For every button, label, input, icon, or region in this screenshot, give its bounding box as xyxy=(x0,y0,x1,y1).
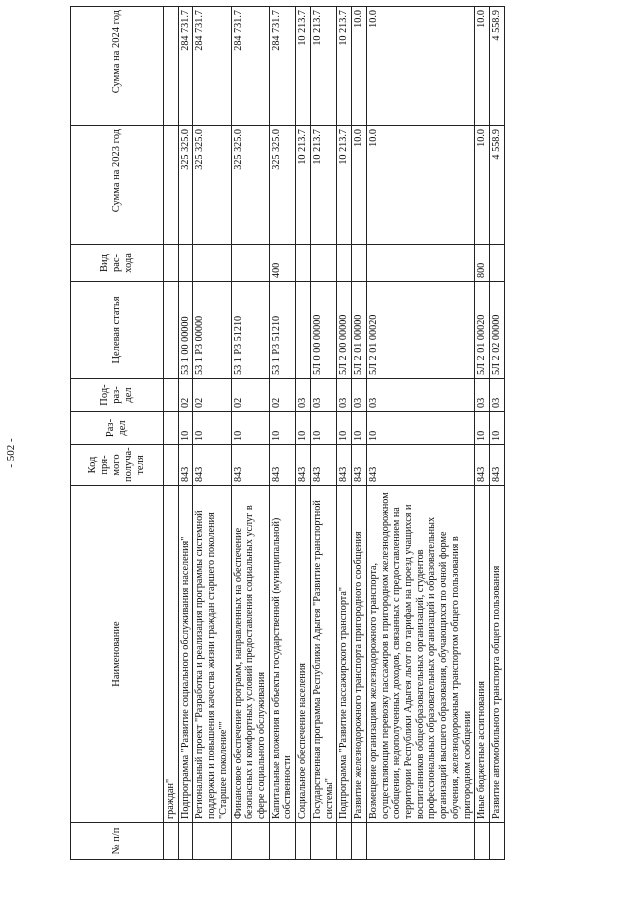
page-number-container xyxy=(0,0,22,905)
cell-expense-type xyxy=(178,245,193,282)
cell-code: 843 xyxy=(310,445,336,486)
cell-expense-type xyxy=(310,245,336,282)
cell-sum-2023: 4 558.9 xyxy=(489,126,504,245)
table-row xyxy=(489,7,504,860)
cell-sum-2024: 4 558.9 xyxy=(489,7,504,126)
header-name: Наименование xyxy=(71,486,164,823)
page-number: - 502 - xyxy=(5,438,17,468)
cell-subsection: 02 xyxy=(231,379,269,412)
cell-sum-2023 xyxy=(164,126,179,245)
cell-subsection: 03 xyxy=(366,379,474,412)
cell-expense-type xyxy=(193,245,231,282)
header-code: Код пря-мого получа-теля xyxy=(71,445,164,486)
cell-subsection: 03 xyxy=(296,379,311,412)
cell-sum-2023: 10 213.7 xyxy=(310,126,336,245)
cell-sum-2024: 284 731.7 xyxy=(178,7,193,126)
cell-sum-2024: 10 213.7 xyxy=(337,7,352,126)
cell-code: 843 xyxy=(193,445,231,486)
header-section: Раз-дел xyxy=(71,412,164,445)
cell-sum-2024: 10.0 xyxy=(366,7,474,126)
cell-subsection: 03 xyxy=(337,379,352,412)
cell-num xyxy=(310,823,336,860)
cell-article xyxy=(164,282,179,379)
rotated-document xyxy=(70,10,520,860)
cell-num xyxy=(296,823,311,860)
cell-code: 843 xyxy=(231,445,269,486)
cell-sum-2023: 325 325.0 xyxy=(269,126,295,245)
cell-section: 10 xyxy=(352,412,367,445)
cell-num xyxy=(178,823,193,860)
cell-article: 5Л 2 02 00000 xyxy=(489,282,504,379)
cell-code: 843 xyxy=(269,445,295,486)
cell-article: 53 1 00 00000 xyxy=(178,282,193,379)
cell-expense-type xyxy=(352,245,367,282)
cell-name: Иные бюджетные ассигнования xyxy=(475,486,490,823)
table-row xyxy=(231,7,269,860)
cell-num xyxy=(269,823,295,860)
cell-expense-type xyxy=(231,245,269,282)
cell-sum-2023: 325 325.0 xyxy=(231,126,269,245)
header-expense-type: Вид рас-хода xyxy=(71,245,164,282)
table-row xyxy=(296,7,311,860)
cell-expense-type xyxy=(366,245,474,282)
cell-name: Развитие железнодорожного транспорта пригородного сообщения xyxy=(352,486,367,823)
cell-subsection: 03 xyxy=(489,379,504,412)
cell-expense-type xyxy=(337,245,352,282)
cell-expense-type: 400 xyxy=(269,245,295,282)
table-row xyxy=(310,7,336,860)
cell-expense-type xyxy=(296,245,311,282)
cell-sum-2023: 10.0 xyxy=(352,126,367,245)
cell-name: Подпрограмма "Развитие пассажирского транспорта" xyxy=(337,486,352,823)
table-row xyxy=(366,7,474,860)
cell-name: Капитальные вложения в объекты государственной (муниципальной) собственности xyxy=(269,486,295,823)
cell-code: 843 xyxy=(352,445,367,486)
cell-code: 843 xyxy=(489,445,504,486)
cell-subsection: 03 xyxy=(475,379,490,412)
cell-article: 53 1 P3 00000 xyxy=(193,282,231,379)
cell-section: 10 xyxy=(489,412,504,445)
budget-table xyxy=(70,6,505,860)
cell-num xyxy=(475,823,490,860)
table-row xyxy=(164,7,179,860)
cell-subsection xyxy=(164,379,179,412)
cell-subsection: 02 xyxy=(193,379,231,412)
header-sum-2023: Сумма на 2023 год xyxy=(71,126,164,245)
cell-sum-2024: 10.0 xyxy=(475,7,490,126)
cell-name: граждан" xyxy=(164,486,179,823)
cell-subsection: 03 xyxy=(352,379,367,412)
cell-sum-2024: 284 731.7 xyxy=(269,7,295,126)
cell-sum-2024: 10 213.7 xyxy=(296,7,311,126)
cell-code: 843 xyxy=(475,445,490,486)
cell-article: 53 1 P3 51210 xyxy=(269,282,295,379)
cell-article xyxy=(296,282,311,379)
cell-sum-2023: 10 213.7 xyxy=(296,126,311,245)
cell-name: Развитие автомобильного транспорта общего пользования xyxy=(489,486,504,823)
cell-expense-type: 800 xyxy=(475,245,490,282)
cell-code: 843 xyxy=(178,445,193,486)
cell-name: Государственная программа Республики Адыгея "Развитие транспортной системы" xyxy=(310,486,336,823)
cell-article: 53 1 P3 51210 xyxy=(231,282,269,379)
cell-sum-2024: 10.0 xyxy=(352,7,367,126)
header-article: Целевая статья xyxy=(71,282,164,379)
cell-code: 843 xyxy=(366,445,474,486)
cell-section: 10 xyxy=(366,412,474,445)
cell-section: 10 xyxy=(475,412,490,445)
cell-num xyxy=(489,823,504,860)
cell-article: 5Л 2 01 00000 xyxy=(352,282,367,379)
cell-sum-2023: 325 325.0 xyxy=(178,126,193,245)
cell-sum-2024: 10 213.7 xyxy=(310,7,336,126)
cell-sum-2024: 284 731.7 xyxy=(193,7,231,126)
cell-name: Подпрограмма "Развитие социального обслуживания населения" xyxy=(178,486,193,823)
table-row xyxy=(193,7,231,860)
table-row xyxy=(178,7,193,860)
cell-section: 10 xyxy=(231,412,269,445)
cell-num xyxy=(164,823,179,860)
table-row xyxy=(475,7,490,860)
table-row xyxy=(269,7,295,860)
cell-section: 10 xyxy=(193,412,231,445)
cell-num xyxy=(366,823,474,860)
cell-section xyxy=(164,412,179,445)
cell-num xyxy=(352,823,367,860)
cell-num xyxy=(337,823,352,860)
cell-sum-2024: 284 731.7 xyxy=(231,7,269,126)
cell-section: 10 xyxy=(178,412,193,445)
cell-sum-2023: 325 325.0 xyxy=(193,126,231,245)
cell-sum-2024 xyxy=(164,7,179,126)
cell-section: 10 xyxy=(296,412,311,445)
cell-expense-type xyxy=(164,245,179,282)
cell-num xyxy=(193,823,231,860)
header-sum-2024: Сумма на 2024 год xyxy=(71,7,164,126)
cell-article: 5Л 2 01 00020 xyxy=(366,282,474,379)
cell-name: Возмещение организациям железнодорожного транспорта, осуществляющим перевозку пассажиров в пригородном железнодорожном сообщении, недополученных доходов, связанных с предоставлением на территории Республики Адыгея льгот по тарифам на проезд учащихся и воспитанников общеобразовательных организаций, студентов профессиональных образовательных организаций и образовательных организаций высшего образования, обучающихся по очной форме обучения, железнодорожным транспортом общего пользования в пригородном сообщении xyxy=(366,486,474,823)
cell-name: Финансовое обеспечение программ, направленных на обеспечение безопасных и комфортных условий предоставления социальных услуг в сфере социального обслуживания xyxy=(231,486,269,823)
cell-name: Региональный проект "Разработка и реализация программы системной поддержки и повышения качества жизни граждан старшего поколения "Старшее поколение"" xyxy=(193,486,231,823)
cell-code: 843 xyxy=(337,445,352,486)
header-subsection: Под-раз-дел xyxy=(71,379,164,412)
cell-expense-type xyxy=(489,245,504,282)
cell-article: 5Л 2 00 00000 xyxy=(337,282,352,379)
table-row xyxy=(337,7,352,860)
cell-section: 10 xyxy=(310,412,336,445)
cell-subsection: 02 xyxy=(178,379,193,412)
cell-article: 5Л 2 01 00020 xyxy=(475,282,490,379)
cell-sum-2023: 10 213.7 xyxy=(337,126,352,245)
cell-code: 843 xyxy=(296,445,311,486)
table-header-row xyxy=(71,7,164,860)
cell-article: 5Л 0 00 00000 xyxy=(310,282,336,379)
cell-subsection: 02 xyxy=(269,379,295,412)
cell-code xyxy=(164,445,179,486)
cell-sum-2023: 10.0 xyxy=(366,126,474,245)
cell-section: 10 xyxy=(337,412,352,445)
cell-num xyxy=(231,823,269,860)
cell-name: Социальное обеспечение населения xyxy=(296,486,311,823)
cell-sum-2023: 10.0 xyxy=(475,126,490,245)
header-num: № п/п xyxy=(71,823,164,860)
table-row xyxy=(352,7,367,860)
cell-section: 10 xyxy=(269,412,295,445)
cell-subsection: 03 xyxy=(310,379,336,412)
